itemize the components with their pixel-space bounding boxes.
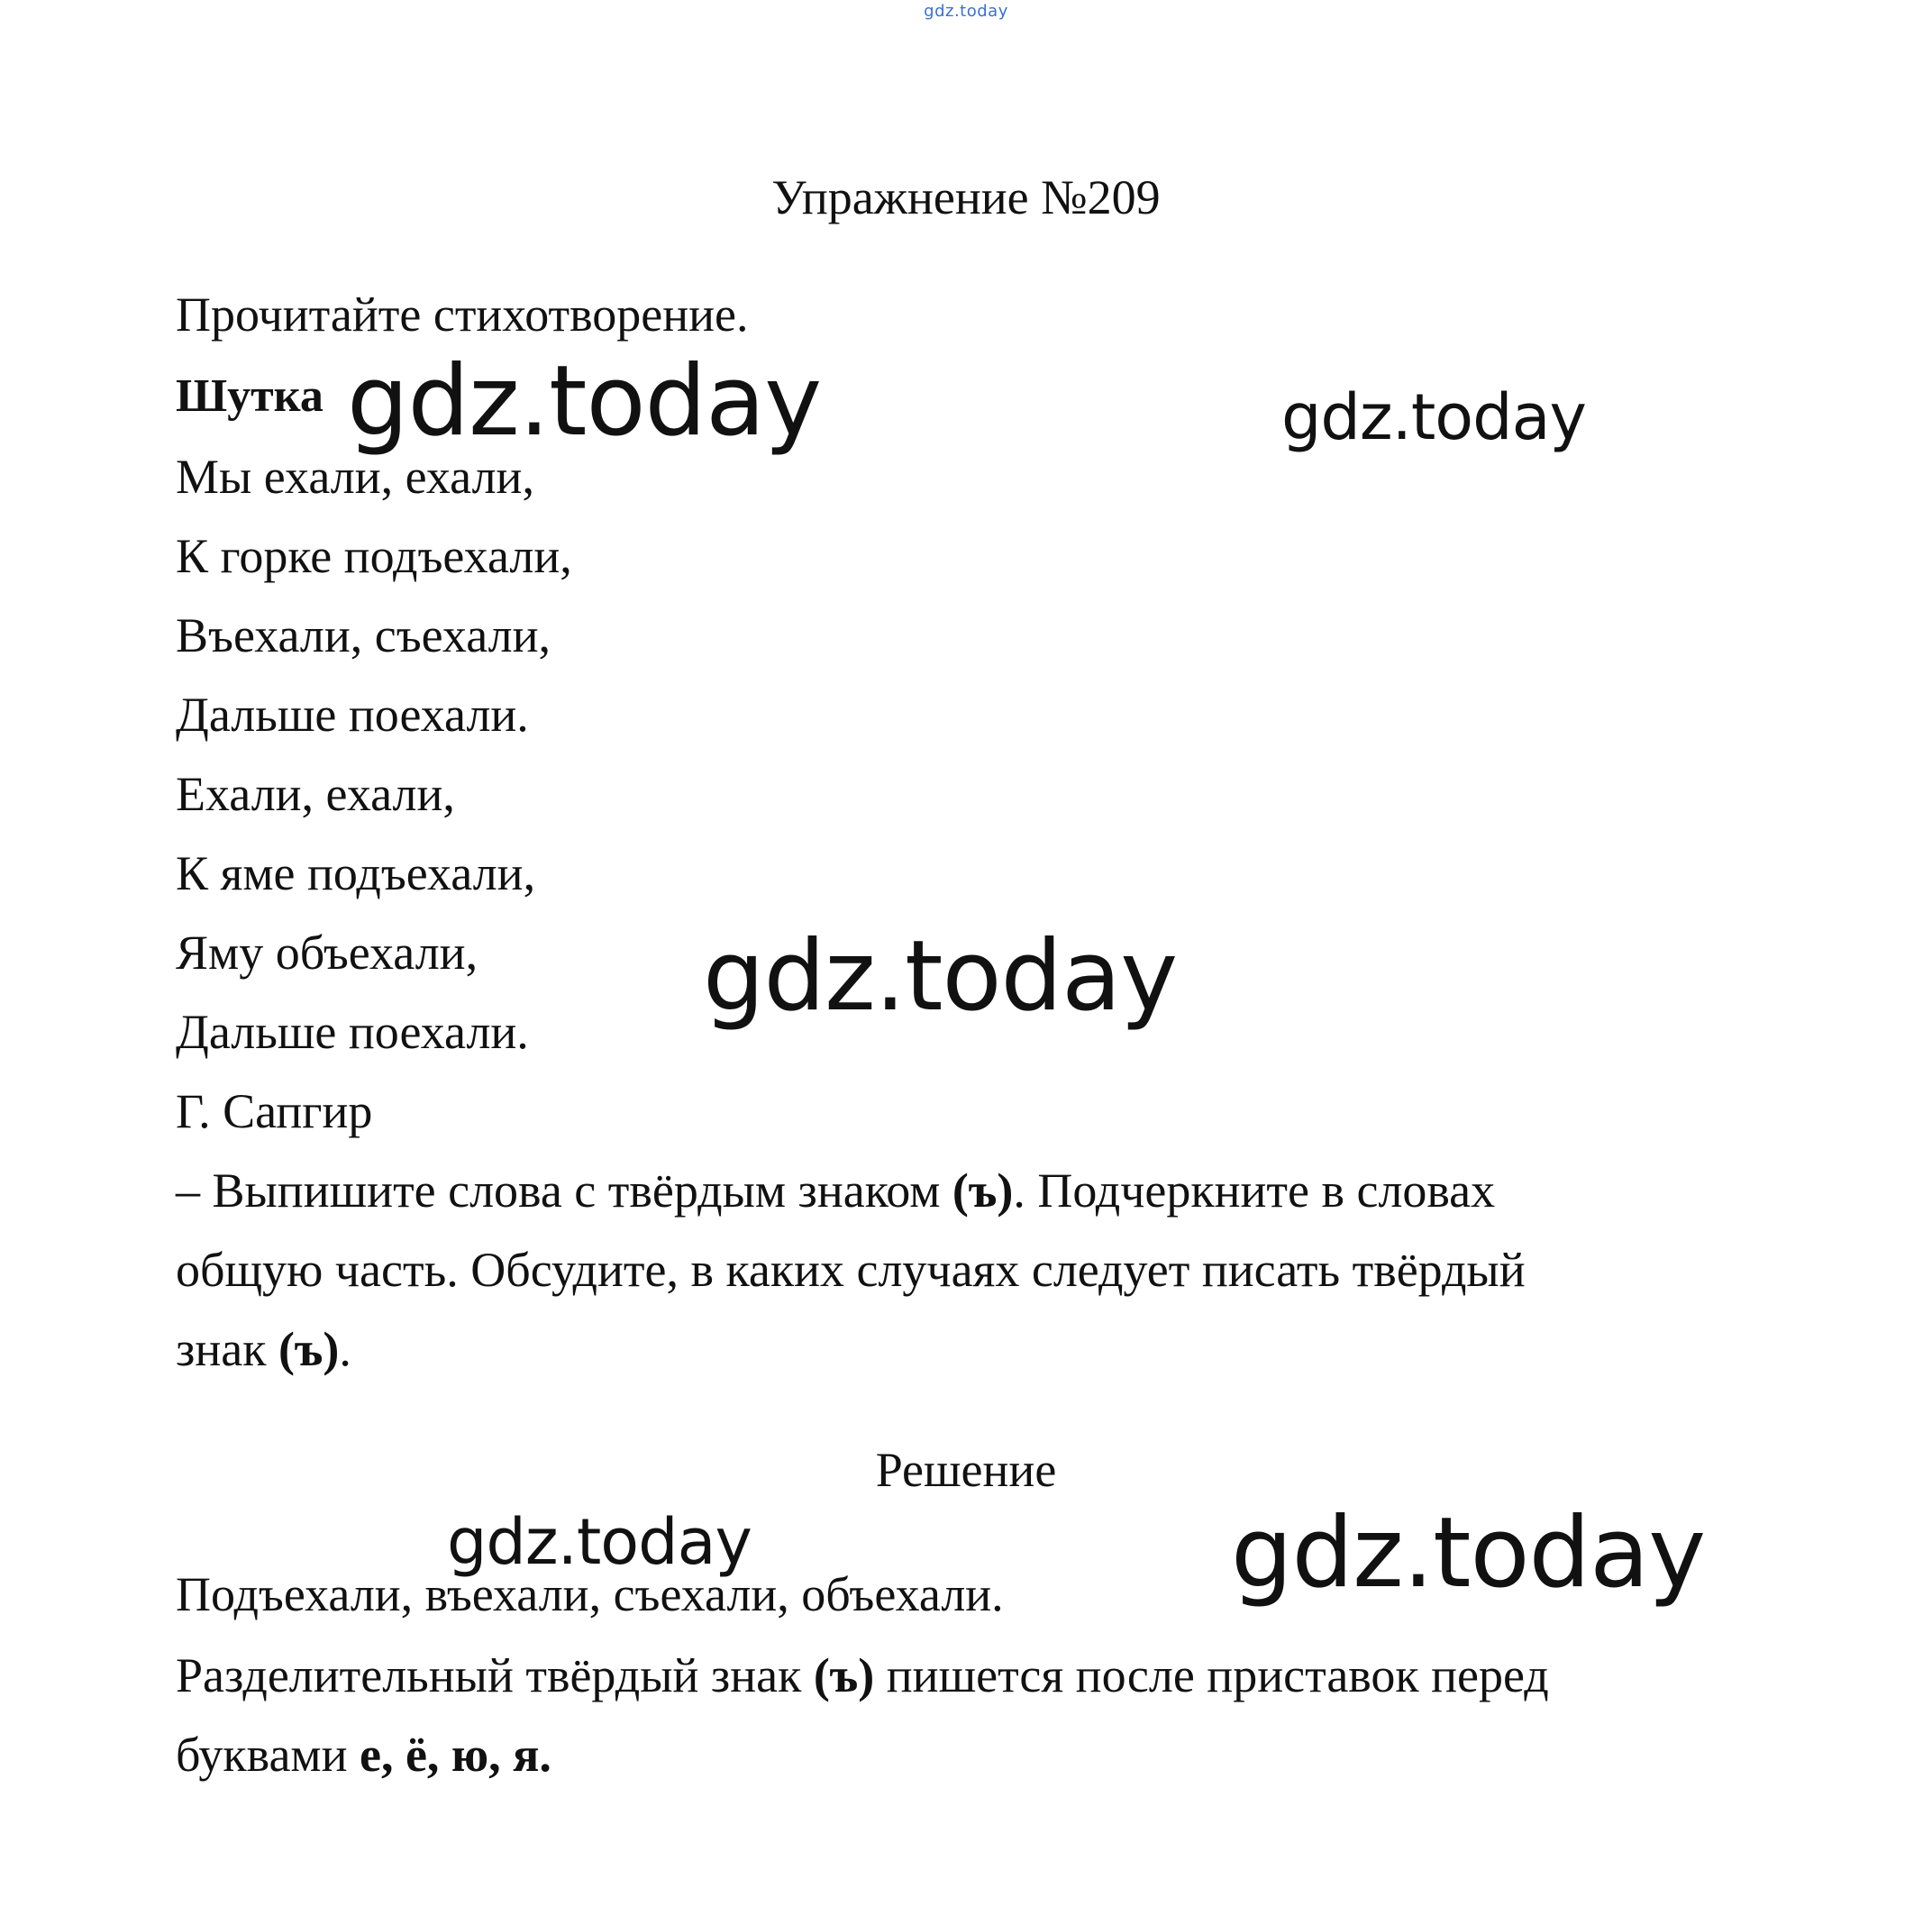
poem-line-3: Въехали, съехали, xyxy=(176,608,551,662)
solution-words: Подъехали, въехали, съехали, объехали. xyxy=(176,1567,1004,1621)
watermark: gdz.today xyxy=(347,345,822,458)
poem-line-2: К горке подъехали, xyxy=(176,529,572,583)
rule-text: пишется после приставок перед xyxy=(874,1648,1549,1702)
rule-line-1 xyxy=(176,1648,1549,1702)
rule-line-2 xyxy=(176,1728,551,1782)
poem-line-1: Мы ехали, ехали, xyxy=(176,450,534,504)
solution-heading: Решение xyxy=(875,1443,1057,1497)
watermark: gdz.today xyxy=(1281,380,1586,454)
top-watermark: gdz.today xyxy=(924,2,1008,21)
hard-sign-mark: (ъ) xyxy=(278,1322,340,1376)
watermark: gdz.today xyxy=(1231,1497,1706,1610)
poem-line-6: К яме подъехали, xyxy=(176,846,536,900)
poem-line-8: Дальше поехали. xyxy=(176,1005,529,1059)
instruction-text: . Подчеркните в словах xyxy=(1013,1163,1496,1218)
hard-sign-mark: (ъ) xyxy=(813,1648,875,1702)
instruction-line-1 xyxy=(176,1163,1496,1218)
task-intro: Прочитайте стихотворение. xyxy=(176,287,749,342)
hard-sign-mark: (ъ) xyxy=(952,1163,1014,1218)
poem-line-7: Яму объехали, xyxy=(176,926,478,980)
instruction-text: . xyxy=(339,1322,351,1376)
instruction-line-3 xyxy=(176,1322,351,1376)
vowel-letters: е, ё, ю, я. xyxy=(359,1728,551,1782)
watermark: gdz.today xyxy=(703,920,1178,1033)
exercise-title: Упражнение №209 xyxy=(771,170,1161,224)
instruction-text: знак xyxy=(176,1322,278,1376)
poem-author: Г. Сапгир xyxy=(176,1084,373,1138)
poem-title: Шутка xyxy=(176,370,324,422)
watermark: gdz.today xyxy=(447,1505,752,1579)
poem-line-4: Дальше поехали. xyxy=(176,688,529,742)
instruction-line-2: общую часть. Обсудите, в каких случаях следует писать твёрдый xyxy=(176,1243,1526,1297)
poem-line-5: Ехали, ехали, xyxy=(176,767,455,821)
rule-text: Разделительный твёрдый знак xyxy=(176,1648,814,1702)
rule-text: буквами xyxy=(176,1728,360,1782)
instruction-text: – Выпишите слова с твёрдым знаком xyxy=(176,1163,952,1218)
